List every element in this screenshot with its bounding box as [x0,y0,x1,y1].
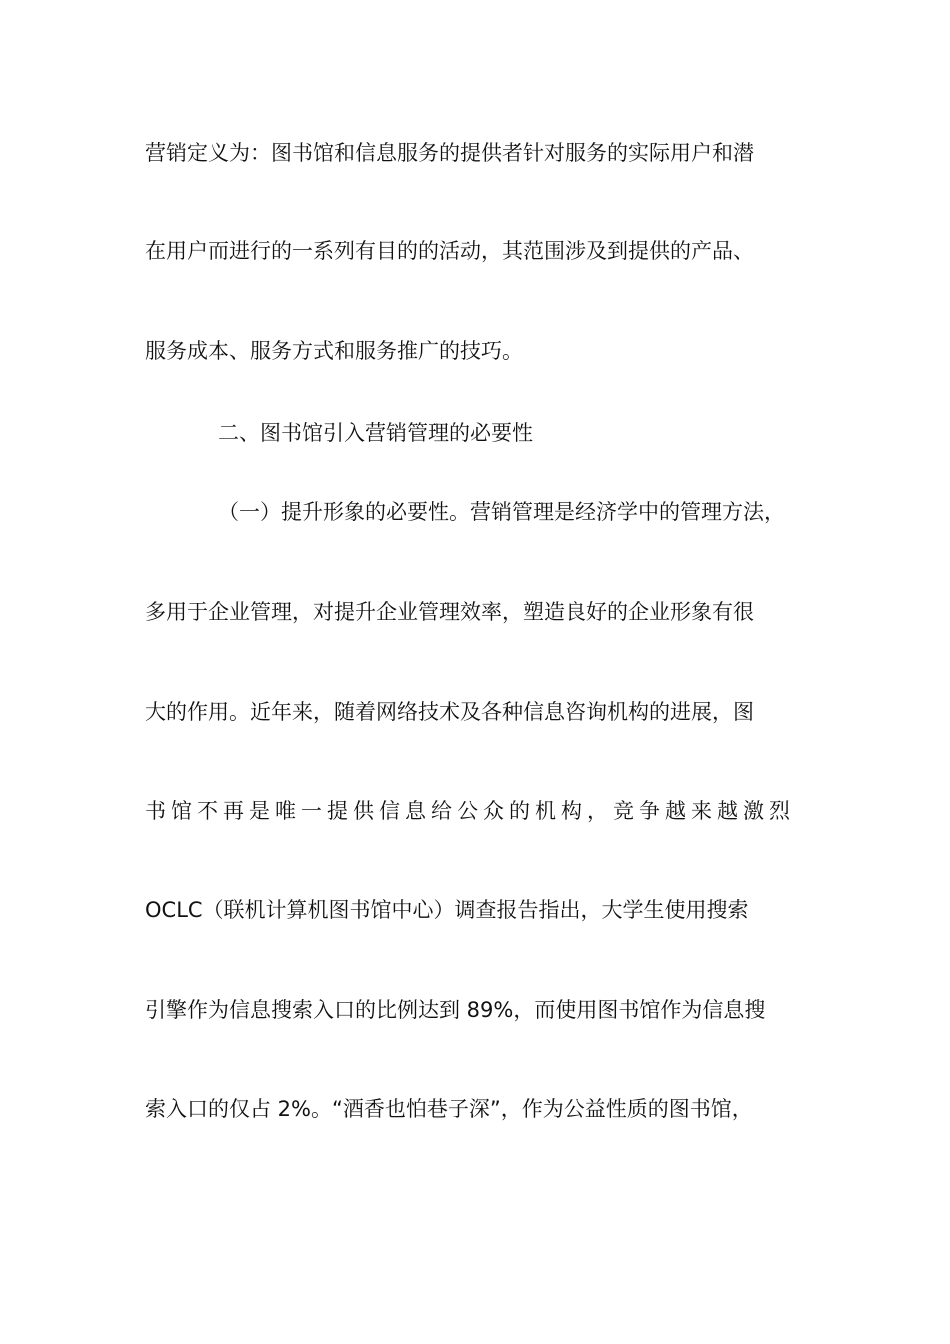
paragraph-line-2: 在用户而进行的一系列有目的的活动，其范围涉及到提供的产品、 [145,239,754,263]
paragraph-line-8: 书馆不再是唯一提供信息给公众的机构，竞争越来越激烈 [145,799,795,823]
paragraph-line-7: 大的作用。近年来，随着网络技术及各种信息咨询机构的进展，图 [145,700,754,724]
paragraph-line-1: 营销定义为：图书馆和信息服务的提供者针对服务的实际用户和潜 [145,141,754,165]
paragraph-line-10: 引擎作为信息搜索入口的比例达到 89%，而使用图书馆作为信息搜 [145,998,766,1022]
section-heading: 二、图书馆引入营销管理的必要性 [218,421,533,445]
paragraph-line-3: 服务成本、服务方式和服务推广的技巧。 [145,339,523,363]
paragraph-line-6: 多用于企业管理，对提升企业管理效率，塑造良好的企业形象有很 [145,600,754,624]
paragraph-line-5: （一）提升形象的必要性。营销管理是经济学中的管理方法， [218,500,785,524]
paragraph-line-11: 索入口的仅占 2%。“酒香也怕巷子深”，作为公益性质的图书馆， [145,1097,753,1121]
paragraph-line-9: OCLC（联机计算机图书馆中心）调查报告指出，大学生使用搜索 [145,898,749,922]
